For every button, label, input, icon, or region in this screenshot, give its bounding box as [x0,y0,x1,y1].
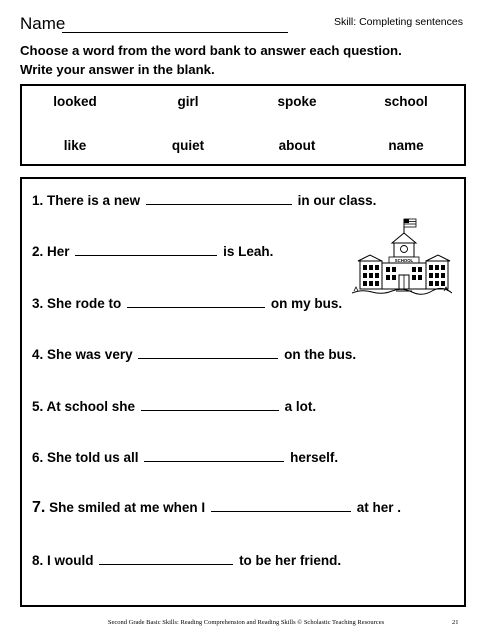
question-4 [32,346,356,362]
name-blank-line[interactable] [62,32,288,33]
word-bank-item: name [388,138,424,153]
question-text-after: is Leah. [223,244,274,259]
questions-box [20,177,466,607]
question-7 [32,499,401,517]
question-6 [32,449,338,465]
answer-blank[interactable] [141,398,279,411]
word-bank-item: girl [177,94,199,109]
question-text-after: to be her friend. [239,553,342,568]
answer-blank[interactable] [144,449,284,462]
question-number: 2. [32,244,44,259]
question-number: 8. [32,553,44,568]
question-text-before: Her [47,244,70,259]
word-bank-item: about [278,138,316,153]
school-building-drawing [352,217,452,297]
question-text-before: I would [47,553,94,568]
instructions-line-1: Choose a word from the word bank to answer each question. [20,43,402,58]
instructions-line-2: Write your answer in the blank. [20,62,215,77]
question-1 [32,192,376,208]
answer-blank[interactable] [99,552,233,565]
answer-blank[interactable] [211,499,351,512]
page-number: 21 [452,619,459,626]
word-bank-item: school [384,94,428,109]
question-8 [32,552,341,568]
word-bank-item: quiet [171,138,205,153]
question-text-after: in our class. [297,193,377,208]
school-building-icon [352,217,452,302]
word-bank-item: like [63,138,87,153]
answer-blank[interactable] [127,295,265,308]
answer-blank[interactable] [146,192,292,205]
skill-label: Skill: Completing sentences [334,16,463,28]
question-text-before: There is a new [47,193,141,208]
question-text-after: at her . [356,500,401,515]
question-text-after: on the bus. [284,347,357,362]
question-text-after: herself. [290,450,339,465]
question-text-after: on my bus. [270,296,343,311]
question-number: 1. [32,193,44,208]
question-3 [32,295,342,311]
word-bank-item: looked [53,94,97,109]
question-5 [32,398,316,414]
question-2 [32,243,273,259]
question-text-before: She was very [47,347,133,362]
name-label: Name [20,14,66,33]
question-number: 6. [32,450,44,465]
question-text-after: a lot. [284,399,317,414]
answer-blank[interactable] [138,346,278,359]
answer-blank[interactable] [75,243,217,256]
school-sign-text: SCHOOL [394,257,414,263]
question-number: 4. [32,347,44,362]
instructions [20,41,480,79]
word-bank [20,84,466,166]
question-text-before: She rode to [47,296,122,311]
question-number: 7. [32,499,46,516]
question-number: 5. [32,399,44,414]
question-text-before: At school she [46,399,136,414]
word-bank-item: spoke [277,94,317,109]
question-text-before: She told us all [47,450,139,465]
question-text-before: She smiled at me when I [49,500,206,515]
question-number: 3. [32,296,44,311]
footer-text: Second Grade Basic Skills: Reading Comprehension and Reading Skills © Scholastic Teaching Resources [107,619,385,626]
